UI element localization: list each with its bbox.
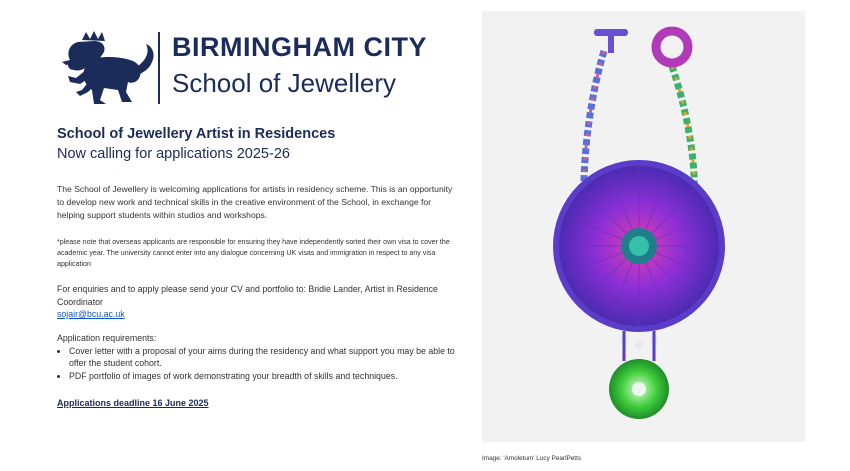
necklace-photo [482,11,805,442]
email-link[interactable]: sojair@bcu.ac.uk [57,309,125,319]
enquiry-block [57,283,457,321]
visa-note: *please note that overseas applicants are responsible for ensuring they have independently sorted their own visa to cover the academic year. The university cannot enter into any dialogue concerning UK visas and immigration in respect to any visa application [57,238,450,268]
necklace-image-icon [482,11,805,442]
requirements-title: Application requirements: [57,333,157,343]
university-logo [60,30,450,110]
lion-emblem-icon [60,30,156,106]
list-item: • PDF portfolio of images of work demonstrating your breadth of skills and techniques. [69,370,457,383]
page-subtitle: Now calling for applications 2025-26 [57,146,290,162]
enquiry-text: For enquiries and to apply please send your CV and portfolio to: Bridie Lander, Artist in Residence Coordinator [57,284,438,307]
page-title: School of Jewellery Artist in Residences [57,126,336,142]
school-name: School of Jewellery [172,68,396,98]
university-name: BIRMINGHAM CITY [172,32,427,62]
intro-paragraph: The School of Jewellery is welcoming applications for artists in residency scheme. This is an opportunity to develop new work and technical skills in the creative environment of the School, in exchange for helping support students within studios and workshops. [57,184,453,220]
logo-divider [158,32,160,104]
list-item: • Cover letter with a proposal of your aims during the residency and what support you may be able to offer the student cohort. [69,345,457,370]
requirements-list [57,345,457,383]
requirements-block [57,332,457,382]
image-caption: Image: 'Amoletum' Lucy PearlPetts [482,455,582,462]
deadline-link[interactable]: Applications deadline 16 June 2025 [57,398,209,408]
